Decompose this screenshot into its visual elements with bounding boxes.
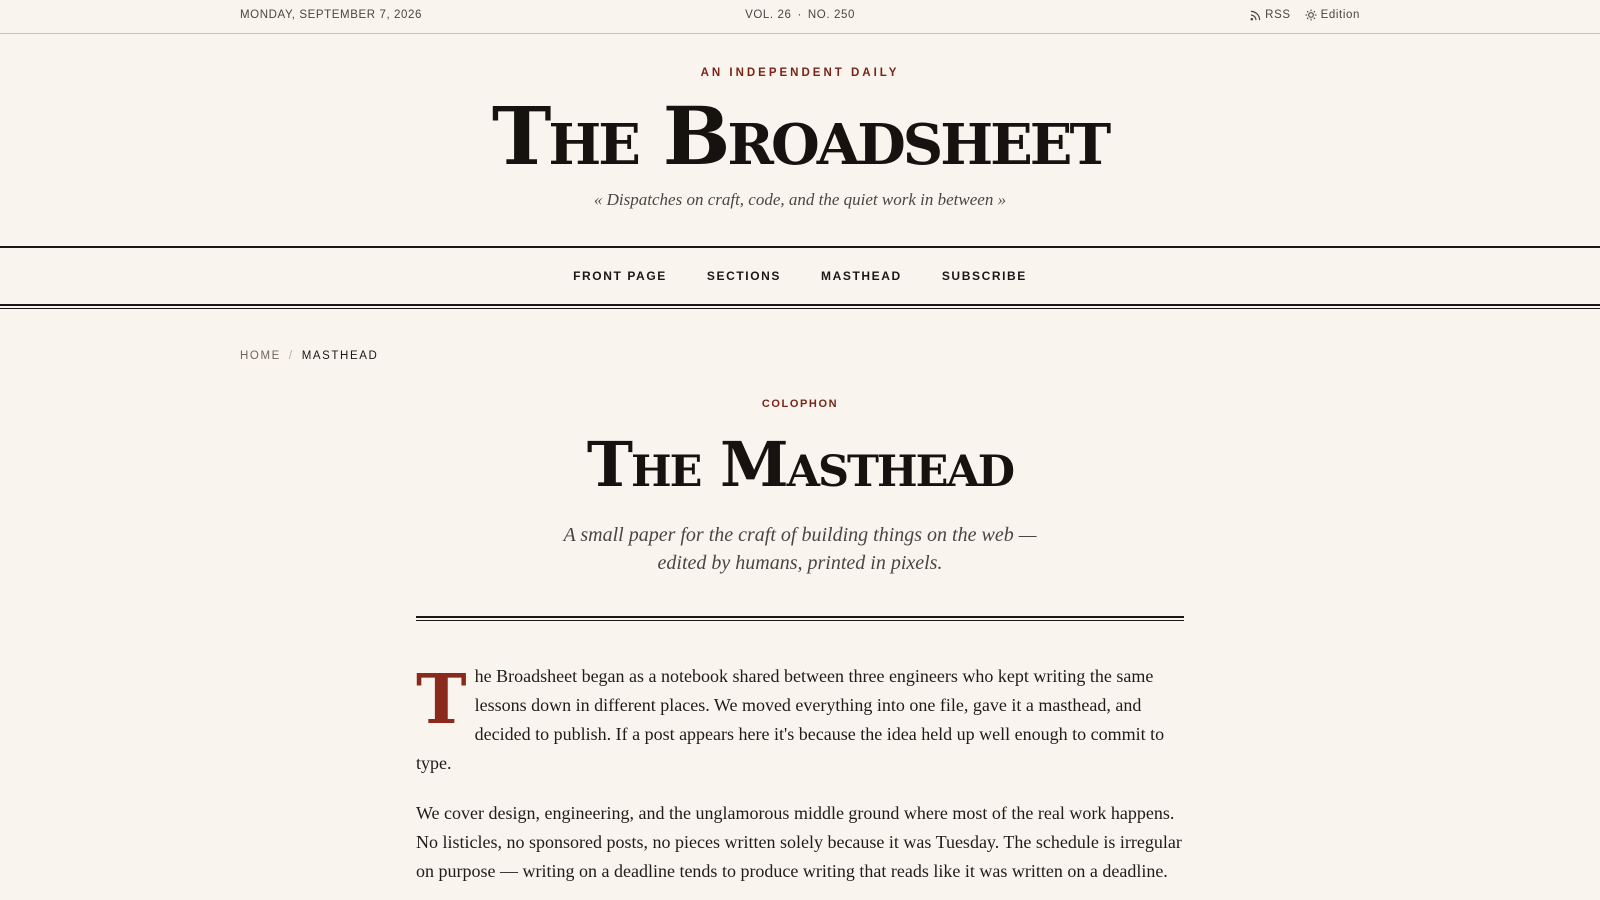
nav-bottom-rule [0, 304, 1600, 306]
rss-link[interactable] [1250, 9, 1290, 21]
paragraph-text: he Broadsheet began as a notebook shared between three engineers who kept writing the same lessons down in different places. We moved everything into one file, gave it a masthead, and decided to publish. If a post appears here it's because the idea held up well enough to commit to type. [416, 666, 1165, 773]
breadcrumb-current: MASTHEAD [301, 350, 379, 362]
site-tagline: « Dispatches on craft, code, and the quiet work in between » [593, 190, 1007, 209]
volume-issue [0, 9, 1600, 21]
article-paragraph: We cover design, engineering, and the unglamorous middle ground where most of the real work happens. No listicles, no sponsored posts, no pieces written solely because it was Tuesday. The schedule is irregular on purpose — writing on a deadline tends to produce writing that reads like it was written on a deadline. [416, 803, 1182, 881]
edition-toggle[interactable] [1305, 9, 1360, 21]
nav-item-masthead[interactable]: MASTHEAD [821, 269, 902, 283]
issue-number: NO. 250 [807, 9, 855, 21]
top-utility-bar [0, 0, 1600, 34]
edition-label: Edition [1320, 9, 1360, 21]
main-nav [0, 248, 1600, 304]
article-rule-thin [416, 620, 1184, 621]
article-dek: A small paper for the craft of building things on the web — edited by humans, printed in pixels. [563, 524, 1037, 574]
sun-icon [1305, 9, 1317, 21]
section-label: COLOPHON [761, 398, 839, 410]
article-rule [416, 616, 1184, 618]
page-title: The Masthead [586, 428, 1014, 501]
breadcrumb [240, 350, 378, 362]
site-title[interactable]: The Broadsheet [491, 89, 1109, 183]
volume-separator: · [797, 9, 802, 21]
masthead-kicker: AN INDEPENDENT DAILY [700, 67, 900, 79]
nav-item-subscribe[interactable]: SUBSCRIBE [941, 269, 1027, 283]
nav-bottom-rule-thin [0, 308, 1600, 309]
article-body [416, 662, 1184, 900]
breadcrumb-home[interactable]: HOME [240, 350, 281, 362]
volume-number: VOL. 26 [745, 9, 792, 21]
breadcrumb-separator: / [288, 350, 294, 362]
rss-label: RSS [1265, 9, 1291, 21]
edition-date: MONDAY, SEPTEMBER 7, 2026 [240, 9, 423, 21]
drop-cap: T [416, 660, 467, 740]
article-paragraph [416, 662, 1184, 778]
topbar-actions [1250, 9, 1360, 21]
nav-item-front-page[interactable]: FRONT PAGE [573, 269, 667, 283]
nav-item-sections[interactable]: SECTIONS [706, 269, 782, 283]
rss-icon [1250, 10, 1261, 21]
